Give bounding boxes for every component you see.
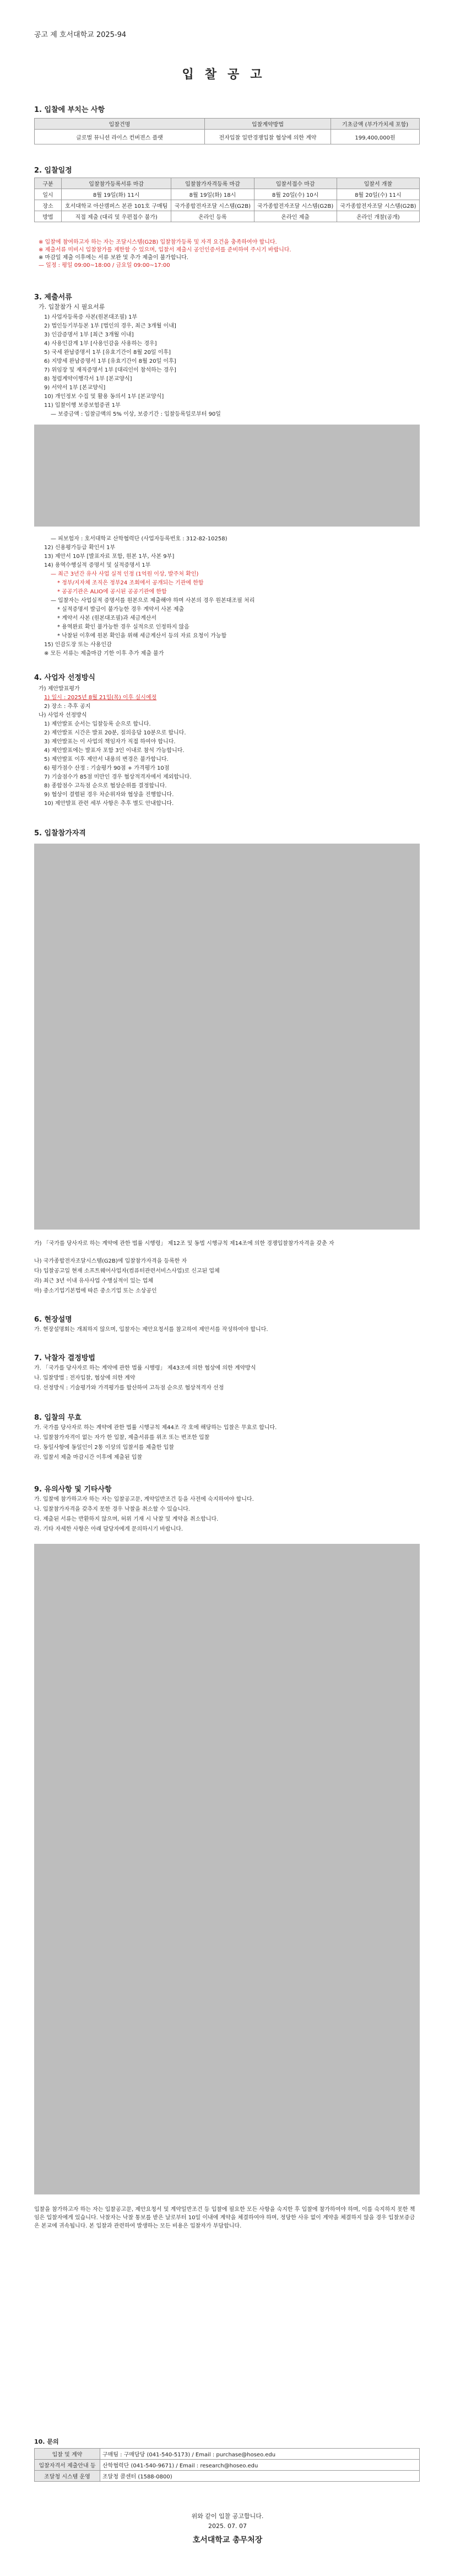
bid-items-table [34,118,420,144]
contact-table [34,2448,420,2482]
docs-more-item: * 계약서 사본 (원본대조필)과 세금계산서 [57,615,157,621]
docs-item: 4) 사용인감계 1부 [사용인감을 사용하는 경우] [44,341,157,347]
docs-more-item: * 낙찰된 이후에 원본 확인을 위해 세금계산서 등의 자료 요청이 가능함 [57,633,227,639]
contact-value: 산학협력단 (041-540-9671) / Email : research@hoseo.edu [100,2460,420,2471]
notes-item: 가. 입찰에 참가하고자 하는 자는 입찰공고문, 계약일반조건 등을 사전에 숙지하여야 합니다. [34,1496,254,1502]
table2-header: 입찰참가등록서류 마감 [62,178,171,189]
award-item: 나. 입찰방법 : 전자입찰, 협상에 의한 계약 [34,1375,136,1381]
section-7-heading: 7. 낙찰자 결정방법 [34,1354,95,1362]
selection-item: 5) 제안발표 이후 제안서 내용의 변경은 불가합니다. [44,756,169,763]
table2-cell: 국가종합전자조달 시스템(G2B) [254,200,337,211]
contact-label: 조달청 시스템 운영 [35,2471,100,2482]
table2-cell: 온라인 개찰(공개) [337,211,419,222]
selection-item: 2) 제안발표 시간은 발표 20분, 질의응답 10분으로 합니다. [44,730,186,736]
schedule-note: — 일정 : 평일 09:00~18:00 / 금요일 09:00~17:00 [39,262,170,269]
section-8-heading: 8. 입찰의 무효 [34,1414,82,1422]
general-terms-paragraph: 입찰을 참가하고자 하는 자는 입찰공고문, 제안요청서 및 계약일반조건 등 입찰에 필요한 모든 사항을 숙지한 후 입찰에 참가하여야 하며, 이를 숙지하지 못한 책임은 입찰자에게 있습니다. 낙찰자는 낙찰 통보를 받은 날로부터 10일 이내에 계약을 체결하여야 하며, 정당한 사유 없이 계약을 체결하지 않을 경우 입찰보증금은 본교에 귀속됩니다. 본 입찰과 관련하여 발생하는 모든 비용은 입찰자가 부담합니다. [34,2207,415,2229]
qualification-item: 다) 입찰공고일 현재 소프트웨어사업자(컴퓨터관련서비스사업)로 신고된 업체 [34,1268,220,1274]
table2-cell: 장소 [35,200,62,211]
docs-item: 11) 입찰이행 보증보험증권 1부 [44,402,121,409]
notice-date: 2025. 07. 07 [208,2523,247,2530]
docs-item: 2) 법인등기부등본 1부 [법인의 경우, 최근 3개월 이내] [44,323,176,329]
docs-item: 9) 서약서 1부 [본교양식] [44,385,106,391]
table1-cell: 글로벌 뮤니션 라이스 컨버젼스 플랫 [35,130,205,144]
section-6-heading: 6. 현장설명 [34,1316,72,1324]
table2-cell: 8월 20일(수) 11시 [337,189,419,200]
award-item: 다. 선정방식 : 기술평가와 가격평가를 합산하여 고득점 순으로 협상적격자 선정 [34,1385,224,1391]
table2-header: 입찰서 개찰 [337,178,419,189]
table2-cell: 국가종합전자조달 시스템(G2B) [171,200,254,211]
invalid-item: 가. 국가를 당사자로 하는 계약에 관한 법률 시행규칙 제44조 각 호에 해당하는 입찰은 무효로 합니다. [34,1425,277,1431]
qualification-item: 라) 최근 3년 이내 유사사업 수행실적이 있는 업체 [34,1278,154,1284]
redacted-block [34,1544,420,2194]
table2-cell: 8월 19일(화) 18시 [171,189,254,200]
selection-item: 7) 기술점수가 85점 미만인 경우 협상적격자에서 제외합니다. [44,774,192,780]
selection-item: 1) 제안발표 순서는 입찰등록 순으로 합니다. [44,721,151,727]
section-2-heading: 2. 입찰일정 [34,167,72,175]
section-9-heading: 9. 유의사항 및 기타사항 [34,1485,112,1494]
qualification-item: 나) 국가종합전자조달시스템(G2B)에 입찰참가자격을 등록한 자 [34,1258,187,1264]
table2-cell: 국가종합전자조달 시스템(G2B) [337,200,419,211]
docs-item: 6) 지방세 완납증명서 1부 [유효기간이 8월 20일 이후] [44,358,176,364]
docs-item: 가. 입찰참가 시 필요서류 [39,303,105,310]
table2-cell: 온라인 제출 [254,211,337,222]
docs-item: 5) 국세 완납증명서 1부 [유효기간이 8월 20일 이후] [44,350,171,356]
docs-more-item: ※ 모든 서류는 제출마감 기한 이후 추가 제출 불가 [44,651,164,657]
selection-item: 6) 평가점수 산정 : 기술평가 90점 + 가격평가 10점 [44,765,170,771]
table2-cell: 호서대학교 아산캠퍼스 본관 101호 구매팀 [62,200,171,211]
qualification-item: 가) 「국가를 당사자로 하는 계약에 관한 법률 시행령」 제12조 및 동법 시행규칙 제14조에 의한 경쟁입찰참가자격을 갖춘 자 [34,1241,334,1247]
docs-more-item: 14) 용역수행실적 증명서 및 실적증명서 1부 [44,562,151,568]
docs-more-item: * 용역완료 확인 불가능한 경우 실적으로 인정하지 않음 [57,624,189,630]
closing-statement: 위와 같이 입찰 공고합니다. [191,2513,264,2520]
selection-item: 1) 일시 : 2025년 8월 21일(목) 이후 실시예정 [44,695,157,701]
schedule-note: ※ 마감일 제출 이후에는 서류 보완 및 추가 제출이 불가합니다. [39,255,189,261]
selection-item: 4) 제안발표에는 발표자 포함 3인 이내로 참석 가능합니다. [44,748,185,754]
table1-cell: 199,400,000원 [331,130,420,144]
selection-item: 10) 제안발표 관련 세부 사항은 추후 별도 안내합니다. [44,801,174,807]
issuer-name: 호서대학교 총무처장 [192,2536,263,2545]
table1-header: 입찰건명 [35,119,205,130]
docs-item: 8) 청렴계약이행각서 1부 [본교양식] [44,376,132,382]
notes-item: 다. 제출된 서류는 반환하지 않으며, 허위 기재 시 낙찰 및 계약을 취소합니다. [34,1516,219,1522]
notice-number: 공고 제 호서대학교 2025-94 [34,31,127,39]
docs-item: 7) 위임장 및 재직증명서 1부 [대리인이 참석하는 경우] [44,367,176,373]
table2-cell: 직접 제출 (대리 및 우편접수 불가) [62,211,171,222]
table2-cell: 온라인 등록 [171,211,254,222]
selection-item: 2) 장소 : 추후 공지 [44,704,91,710]
schedule-note: ※ 입찰에 참여하고자 하는 자는 조달시스템(G2B) 입찰참가등록 및 자격 요건을 충족하여야 합니다. [39,239,277,245]
selection-item: 3) 제안발표는 이 사업의 책임자가 직접 하여야 합니다. [44,739,176,745]
section-5-heading: 5. 입찰참가자격 [34,829,86,838]
table2-header: 입찰참가자격등록 마감 [171,178,254,189]
contact-label: 입찰자격서 제출안내 등 [35,2460,100,2471]
contact-value: 구매팀 : 구매담당 (041-540-5173) / Email : purchase@hoseo.edu [100,2449,420,2460]
table2-cell: 방법 [35,211,62,222]
docs-item: 10) 개인정보 수집 및 활용 동의서 1부 [본교양식] [44,394,164,400]
contact-label: 입찰 및 계약 [35,2449,100,2460]
page-title: 입찰공고 [182,68,273,82]
contact-value: 조달청 콜센터 (1588-0800) [100,2471,420,2482]
table2-header: 입찰서접수 마감 [254,178,337,189]
selection-item: 나) 사업자 선정방식 [39,712,87,718]
contact-heading: 10. 문의 [34,2438,59,2445]
docs-more-item: — 입찰자는 사업실적 증명서를 원본으로 제출해야 하며 사본의 경우 원본대조필 처리 [51,598,255,604]
docs-more-item: 15) 인감도장 또는 사용인감 [44,642,112,648]
invalid-item: 라. 입찰서 제출 마감시간 이후에 제출된 입찰 [34,1455,143,1461]
docs-more-item: — 피보험자 : 호서대학교 산학협력단 (사업자등록번호 : 312-82-10258) [51,536,228,542]
docs-more-item: 12) 신용평가등급 확인서 1부 [44,545,116,551]
section-1-heading: 1. 입찰에 부치는 사항 [34,106,105,114]
docs-item: — 보증금액 : 입찰금액의 5% 이상, 보증기간 : 입찰등록일로부터 90일 [51,411,221,417]
table1-header: 기초금액 (부가가치세 포함) [331,119,420,130]
schedule-table [34,178,420,222]
table1-cell: 전자입찰 일반경쟁입찰 협상에 의한 계약 [205,130,331,144]
docs-item: 1) 사업자등록증 사본(원본대조필) 1부 [44,314,138,320]
selection-item: 9) 협상이 결렬된 경우 차순위자와 협상을 진행합니다. [44,792,174,798]
docs-more-item: * 공공기관은 ALIO에 공시된 공공기관에 한함 [57,589,167,595]
docs-more-item: 13) 제안서 10부 [발표자료 포함, 원본 1부, 사본 9부] [44,554,175,560]
redacted-block [34,425,420,527]
notes-item: 라. 기타 자세한 사항은 아래 담당자에게 문의하시기 바랍니다. [34,1526,183,1532]
table2-cell: 일시 [35,189,62,200]
docs-more-item: * 실적증명서 발급이 불가능한 경우 계약서 사본 제출 [57,607,185,613]
award-item: 가. 「국가를 당사자로 하는 계약에 관한 법률 시행령」 제43조에 의한 협상에 의한 계약방식 [34,1365,256,1371]
schedule-note: ※ 제출서류 미비시 입찰참가를 제한할 수 있으며, 입찰서 제출시 공인인증서를 준비하여 주시기 바랍니다. [39,247,291,253]
site-description: 가. 현장설명회는 개최하지 않으며, 입찰자는 제안요청서를 참고하여 제안서를 작성하여야 합니다. [34,1327,268,1333]
redacted-block [34,844,420,1230]
table1-header: 입찰계약방법 [205,119,331,130]
selection-item: 가) 제안발표평가 [39,686,80,692]
docs-more-item: — 최근 3년간 유사 사업 실적 인정 (1억원 이상, 발주처 확인) [51,571,199,577]
table2-header: 구분 [35,178,62,189]
invalid-item: 나. 입찰참가자격이 없는 자가 한 입찰, 제출서류를 위조 또는 변조한 입찰 [34,1435,210,1441]
table2-cell: 8월 19일(화) 11시 [62,189,171,200]
section-3-heading: 3. 제출서류 [34,293,72,302]
docs-item: 3) 인감증명서 1부 [최근 3개월 이내] [44,332,134,338]
docs-more-item: * 정부/지자체 조직은 정부24 조회에서 공개되는 기관에 한함 [57,580,204,586]
table2-cell: 8월 20일(수) 10시 [254,189,337,200]
selection-item: 8) 종합점수 고득점 순으로 협상순위를 결정합니다. [44,783,167,789]
notes-item: 나. 입찰참가자격을 갖추지 못한 경우 낙찰을 취소할 수 있습니다. [34,1506,190,1512]
section-4-heading: 4. 사업자 선정방식 [34,674,95,682]
qualification-item: 마) 중소기업기본법에 따른 중소기업 또는 소상공인 [34,1288,157,1294]
invalid-item: 다. 동일사항에 동일인이 2통 이상의 입찰서를 제출한 입찰 [34,1445,174,1451]
